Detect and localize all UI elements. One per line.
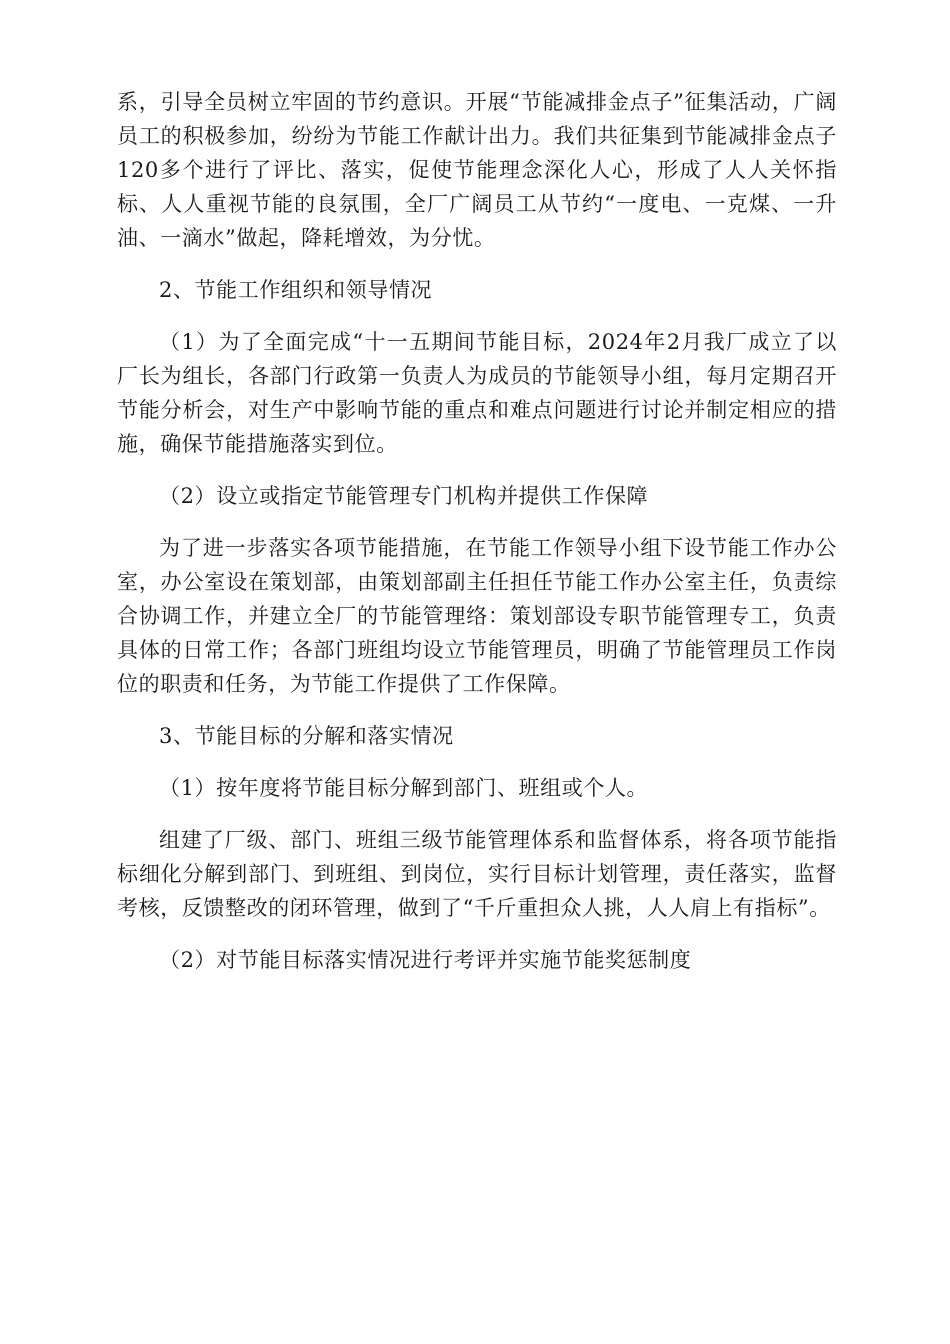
section-heading-3: 3、节能目标的分解和落实情况 bbox=[159, 724, 454, 748]
paragraph-intro: 系，引导全员树立牢固的节约意识。开展“节能减排金点子”征集活动，广阔员工的积极参加，纷纷为节能工作献计出力。我们共征集到节能减排金点子120多个进行了评比、落实，促使节能理念深化人心，形成了人人关怀指标、人人重视节能的良氛围，全厂广阔员工从节约“一度电、一克煤、一升油、一滴水”做起，降耗增效，为分忧。 bbox=[117, 90, 837, 250]
paragraph-leadership-group: （1）为了全面完成“十一五期间节能目标，2024年2月我厂成立了以厂长为组长，各部门行政第一负责人为成员的节能领导小组，每月定期召开节能分析会，对生产中影响节能的重点和难点问题进行讨论并制定相应的措施，确保节能措施落实到位。 bbox=[117, 330, 837, 456]
document-body bbox=[117, 85, 837, 995]
subheading-target-breakdown: （1）按年度将节能目标分解到部门、班组或个人。 bbox=[159, 776, 649, 800]
paragraph-energy-office: 为了进一步落实各项节能措施，在节能工作领导小组下设节能工作办公室，办公室设在策划部，由策划部副主任担任节能工作办公室主任，负责综合协调工作，并建立全厂的节能管理络：策划部设专职节能管理专工，负责具体的日常工作；各部门班组均设立节能管理员，明确了节能管理员工作岗位的职责和任务，为节能工作提供了工作保障。 bbox=[117, 536, 837, 696]
section-heading-2: 2、节能工作组织和领导情况 bbox=[159, 278, 433, 302]
paragraph-management-system: 组建了厂级、部门、班组三级节能管理体系和监督体系，将各项节能指标细化分解到部门、到班组、到岗位，实行目标计划管理，责任落实，监督考核，反馈整改的闭环管理，做到了“千斤重担众人挑，人人肩上有指标”。 bbox=[117, 828, 837, 920]
subheading-evaluation: （2）对节能目标落实情况进行考评并实施节能奖惩制度 bbox=[159, 948, 692, 972]
subheading-management-body: （2）设立或指定节能管理专门机构并提供工作保障 bbox=[159, 484, 649, 508]
